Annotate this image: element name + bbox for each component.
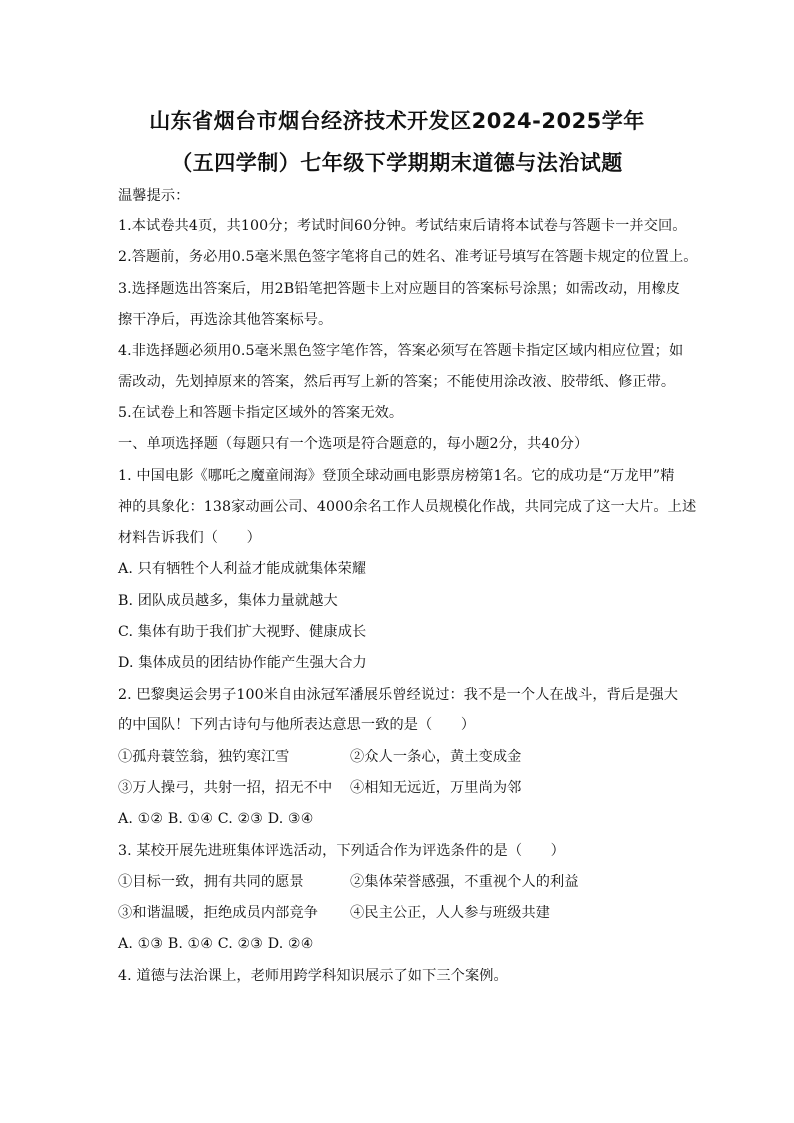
statement: ②集体荣誉感强，不重视个人的利益: [350, 874, 579, 890]
question-3-statements-row: [118, 873, 688, 891]
tip-line: 5.在试卷上和答题卡指定区域外的答案无效。: [118, 405, 404, 421]
tip-line: 2.答题前，务必用0.5毫米黑色签字笔将自己的姓名、准考证号填写在答题卡规定的位置上。: [118, 249, 698, 265]
question-1-stem: 材料告诉我们（ ）: [118, 530, 261, 546]
question-2-statements-row: [118, 748, 688, 766]
question-1-option-b: B. 团队成员越多，集体力量就越大: [118, 593, 338, 609]
question-1-option-c: C. 集体有助于我们扩大视野、健康成长: [118, 624, 367, 640]
question-2-statements-row: [118, 779, 688, 797]
tip-line: 擦干净后，再选涂其他答案标号。: [118, 312, 333, 328]
statement: ③和谐温暖，拒绝成员内部竞争: [118, 905, 319, 921]
question-3-stem: 3. 某校开展先进班集体评选活动，下列适合作为评选条件的是（ ）: [118, 843, 565, 859]
tip-line: 需改动，先划掉原来的答案，然后再写上新的答案；不能使用涂改液、胶带纸、修正带。: [118, 374, 676, 390]
tip-line: 4.非选择题必须用0.5毫米黑色签字笔作答，答案必须写在答题卡指定区域内相应位置；如: [118, 343, 684, 359]
statement: ③万人操弓，共射一招，招无不中: [118, 780, 333, 796]
question-4-stem: 4. 道德与法治课上，老师用跨学科知识展示了如下三个案例。: [118, 968, 508, 984]
section-heading-single-choice: 一、单项选择题（每题只有一个选项是符合题意的，每小题2分，共40分）: [118, 436, 589, 452]
question-2-choices: A. ①② B. ①④ C. ②③ D. ③④: [118, 811, 314, 827]
question-2-stem: 2. 巴黎奥运会男子100米自由泳冠军潘展乐曾经说过：我不是一个人在战斗，背后是强大: [118, 687, 679, 703]
tips-heading: 温馨提示：: [118, 188, 190, 204]
tip-line: 1.本试卷共4页，共100分；考试时间60分钟。考试结束后请将本试卷与答题卡一并交回。: [118, 218, 687, 234]
question-2-stem: 的中国队！下列古诗句与他所表达意思一致的是（ ）: [118, 717, 476, 733]
question-1-stem: 神的具象化：138家动画公司、4000余名工作人员规模化作战，共同完成了这一大片。上述: [118, 499, 697, 515]
exam-title-line-1: 山东省烟台市烟台经济技术开发区2024-2025学年: [149, 109, 645, 133]
statement: ①目标一致，拥有共同的愿景: [118, 874, 304, 890]
statement: ①孤舟蓑笠翁，独钓寒江雪: [118, 749, 290, 765]
question-1-option-d: D. 集体成员的团结协作能产生强大合力: [118, 655, 367, 671]
question-3-statements-row: [118, 904, 688, 922]
question-1-stem: 1. 中国电影《哪吒之魔童闹海》登顶全球动画电影票房榜第1名。它的成功是“万龙甲”精: [118, 468, 675, 484]
statement: ②众人一条心，黄土变成金: [350, 749, 522, 765]
question-1-option-a: A. 只有牺牲个人利益才能成就集体荣耀: [118, 561, 367, 577]
statement: ④民主公正，人人参与班级共建: [350, 905, 551, 921]
tip-line: 3.选择题选出答案后，用2B铅笔把答题卡上对应题目的答案标号涂黑；如需改动，用橡皮: [118, 281, 681, 297]
exam-title-line-2: （五四学制）七年级下学期期末道德与法治试题: [171, 151, 623, 175]
statement: ④相知无远近，万里尚为邻: [350, 780, 522, 796]
question-3-choices: A. ①③ B. ①④ C. ②③ D. ②④: [118, 936, 314, 952]
